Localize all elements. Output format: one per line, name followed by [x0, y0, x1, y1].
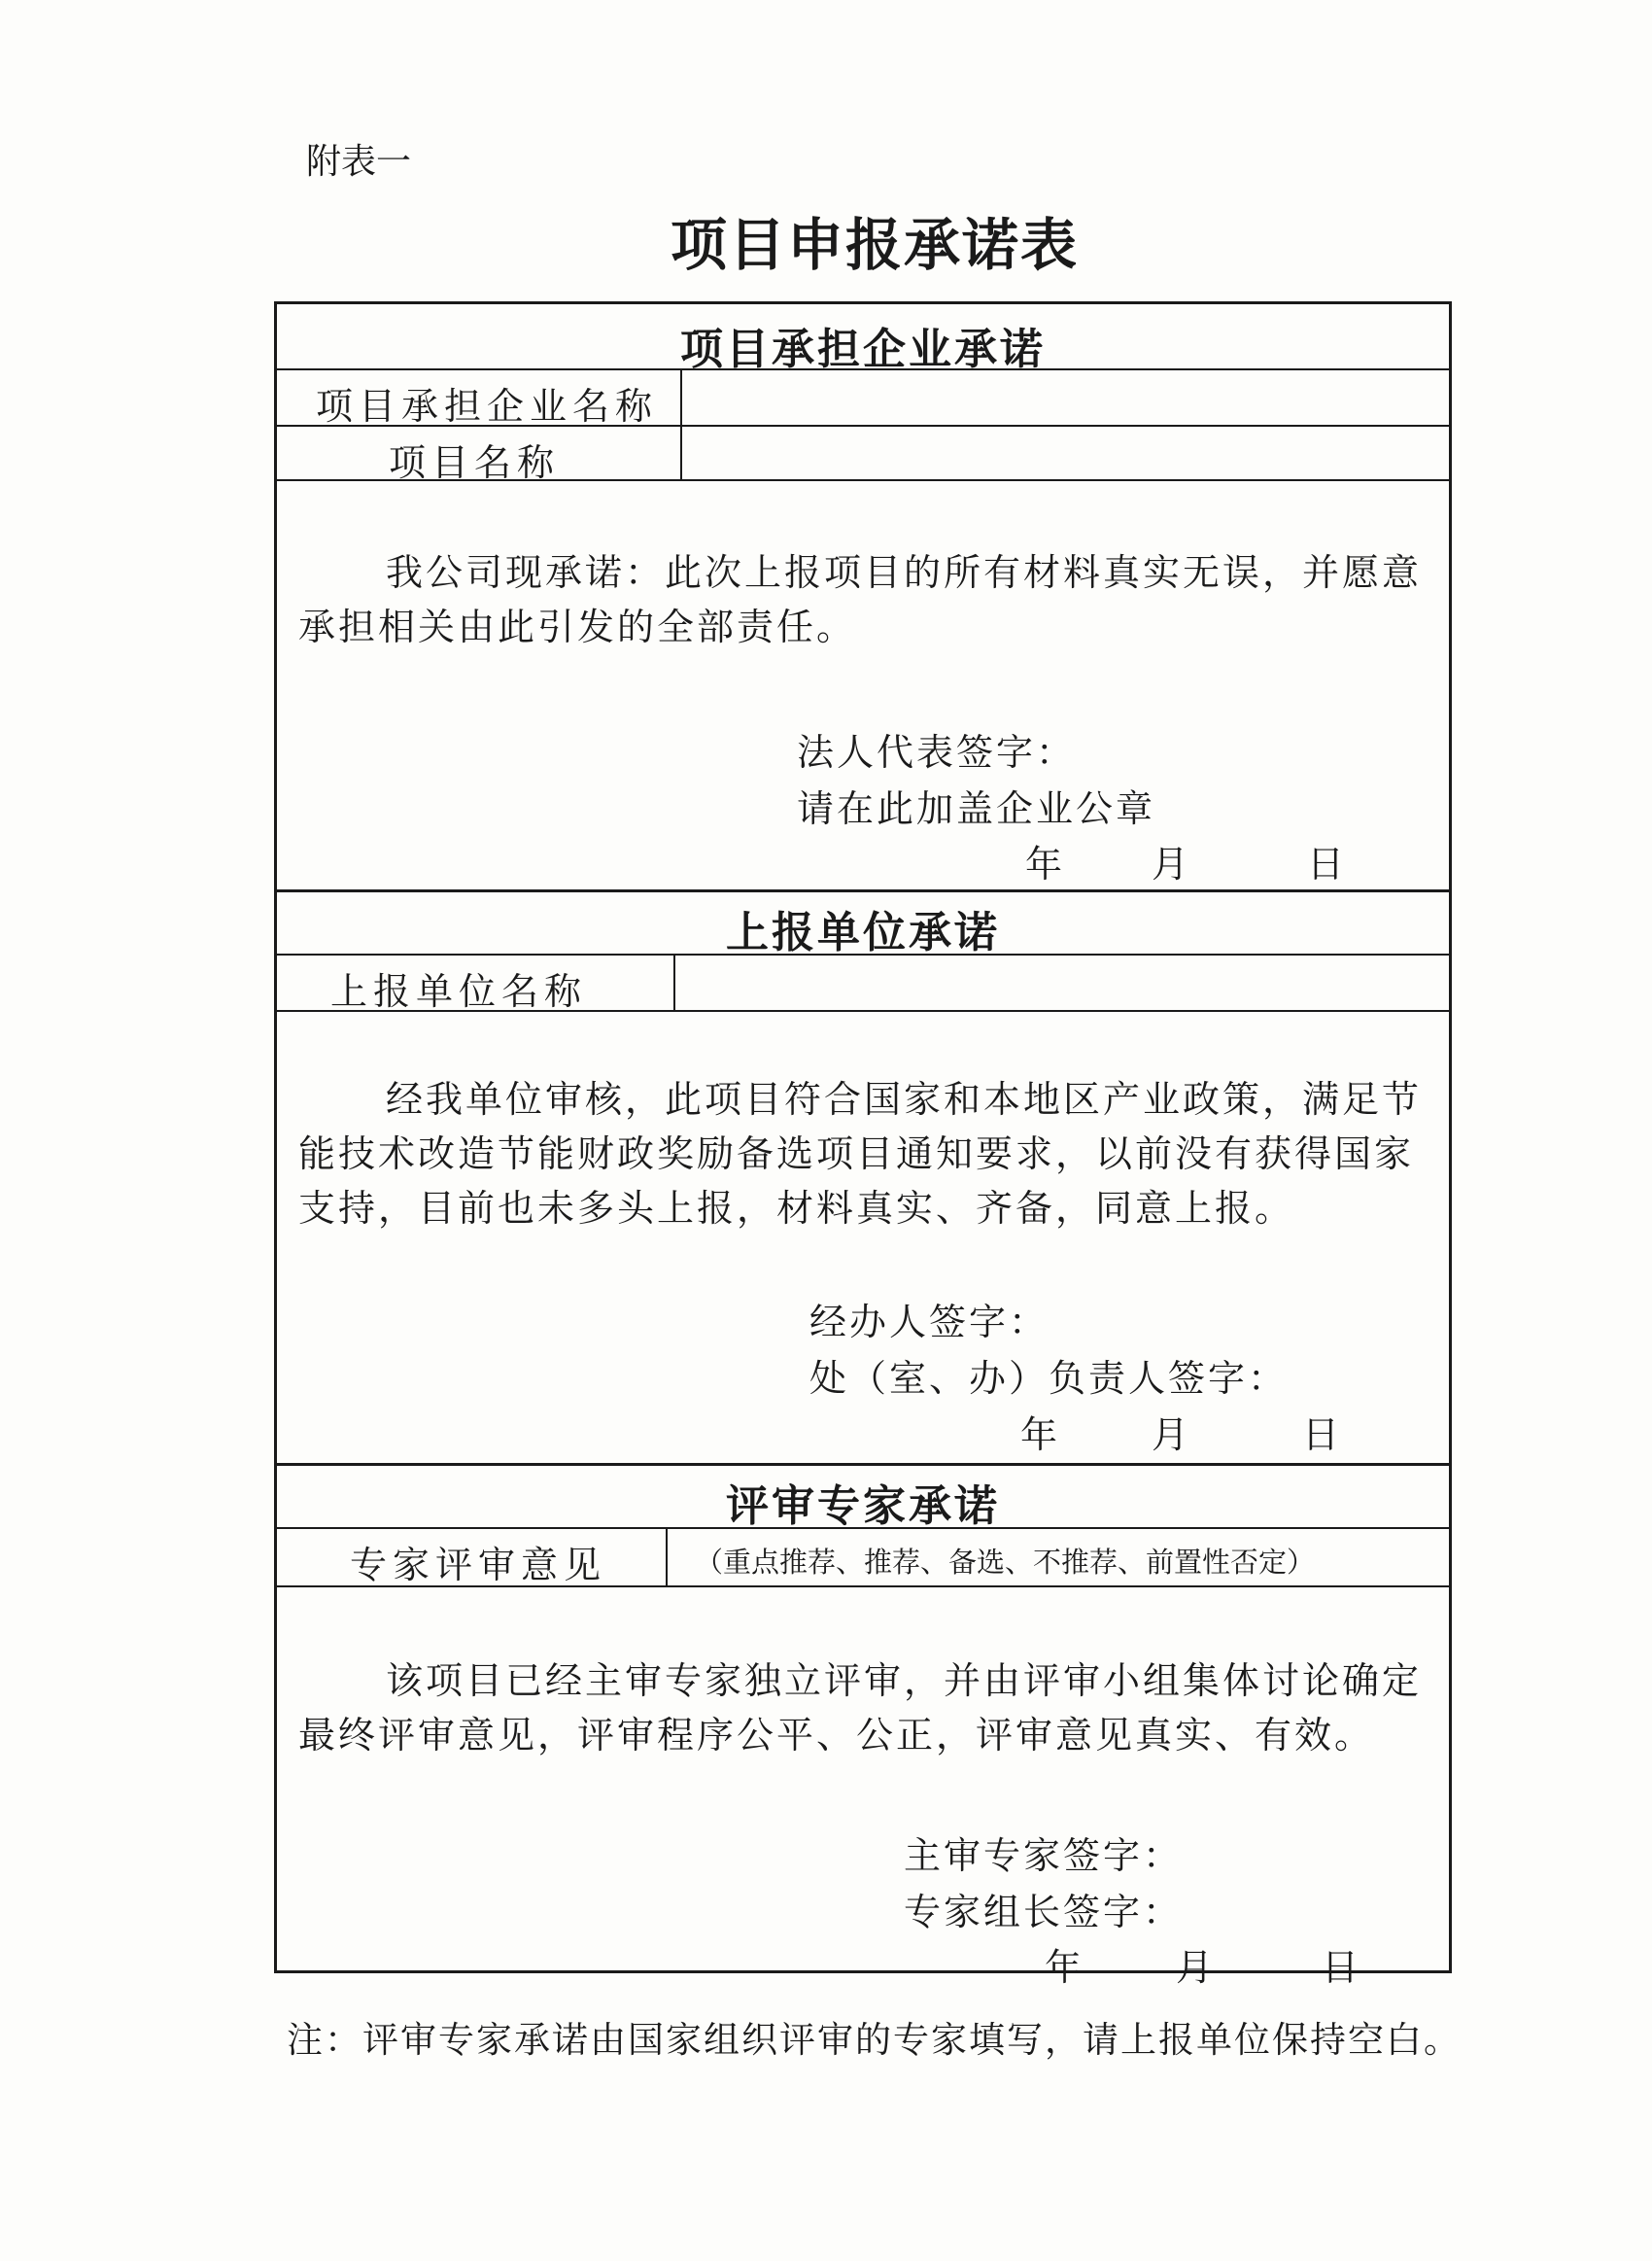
date-day: 日 — [1322, 1946, 1359, 1989]
date-year: 年 — [1020, 1413, 1058, 1456]
group-leader-signature-label: 专家组长签字： — [904, 1891, 1184, 1933]
department-head-signature-label: 处（室、办）负责人签字： — [809, 1357, 1289, 1400]
legal-rep-signature-label: 法人代表签字： — [797, 731, 1077, 774]
page-title: 项目申报承诺表 — [670, 212, 1079, 278]
section3-header: 评审专家承诺 — [726, 1481, 1000, 1531]
divider — [277, 1463, 1449, 1466]
date-day: 日 — [1307, 843, 1345, 886]
divider — [680, 368, 682, 479]
expert-opinion-options: （重点推荐、推荐、备选、不推荐、前置性否定） — [695, 1546, 1316, 1579]
company-name-label: 项目承担企业名称 — [316, 385, 659, 428]
divider — [277, 479, 1449, 481]
divider — [277, 889, 1449, 892]
divider — [277, 1010, 1449, 1012]
date-year: 年 — [1045, 1946, 1083, 1989]
date-month: 月 — [1176, 1946, 1214, 1989]
chief-expert-signature-label: 主审专家签字： — [904, 1834, 1184, 1877]
project-name-field[interactable] — [685, 429, 1443, 477]
divider — [277, 368, 1449, 370]
company-seal-label: 请在此加盖企业公章 — [797, 787, 1156, 830]
unit-statement: 经我单位审核，此项目符合国家和本地区产业政策，满足节能技术改造节能财政奖励备选项目通知要求，以前没有获得国家支持，目前也未多头上报，材料真实、齐备，同意上报。 — [298, 1078, 1423, 1230]
reporting-unit-label: 上报单位名称 — [330, 970, 588, 1013]
expert-opinion-label: 专家评审意见 — [350, 1544, 607, 1586]
date-month: 月 — [1152, 1413, 1189, 1456]
enterprise-statement: 我公司现承诺：此次上报项目的所有材料真实无误，并愿意承担相关由此引发的全部责任。 — [298, 551, 1423, 648]
section2-header: 上报单位承诺 — [726, 908, 1000, 957]
divider — [673, 954, 675, 1010]
commitment-form — [274, 301, 1452, 1989]
date-month: 月 — [1152, 843, 1189, 886]
appendix-label: 附表一 — [306, 142, 412, 182]
footnote: 注：评审专家承诺由国家组织评审的专家填写，请上报单位保持空白。 — [287, 2019, 1462, 2061]
date-year: 年 — [1025, 843, 1063, 886]
company-name-field[interactable] — [685, 372, 1443, 421]
handler-signature-label: 经办人签字： — [809, 1301, 1050, 1343]
divider — [277, 954, 1449, 956]
divider — [277, 425, 1449, 427]
project-name-label: 项目名称 — [389, 441, 561, 484]
expert-statement: 该项目已经主审专家独立评审，并由评审小组集体讨论确定最终评审意见，评审程序公平、公正，评审意见真实、有效。 — [298, 1659, 1423, 1757]
section1-header: 项目承担企业承诺 — [680, 325, 1046, 374]
divider — [277, 1527, 1449, 1529]
divider — [277, 1585, 1449, 1587]
reporting-unit-field[interactable] — [679, 957, 1443, 1006]
date-day: 日 — [1302, 1413, 1340, 1456]
divider — [666, 1527, 668, 1585]
